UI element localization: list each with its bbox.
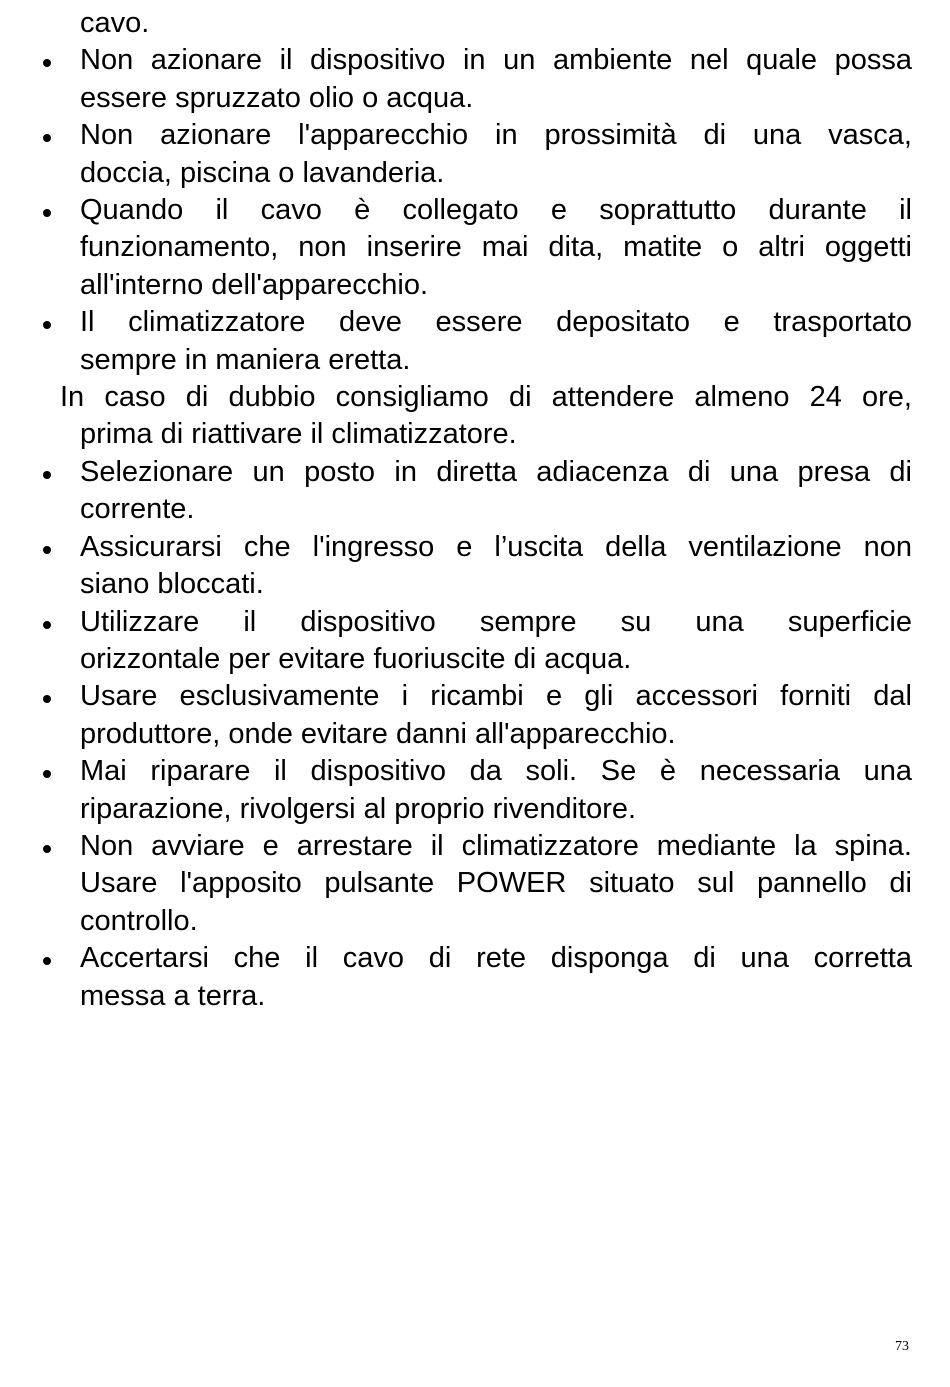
bullet-list-item [0,940,950,1015]
bullet-list-item [0,604,950,679]
bullet-icon [40,604,60,641]
text-line: Quando il cavo è collegato e soprattutto durante il [80,194,912,227]
text-line: Utilizzare il dispositivo sempre su una superficie [80,605,912,638]
bullet-icon [40,192,60,229]
text-line: sempre in maniera eretta. [80,343,411,376]
page-number: 73 [895,1339,909,1354]
text-line: Selezionare un posto in diretta adiacenza di una presa di [80,455,912,488]
bullet-icon [40,454,60,491]
bullet-list-item [0,454,950,529]
text-line: Accertarsi che il cavo di rete disponga di una corretta [80,942,912,975]
bullet-list-item [0,753,950,828]
text-line: messa a terra. [80,979,266,1012]
text-line: cavo. [80,7,150,39]
bullet-icon [40,678,60,715]
bullet-icon [40,753,60,790]
text-line: Non azionare il dispositivo in un ambiente nel quale possa [80,44,912,77]
bullet-list-item [0,42,950,117]
bullet-list-item [0,304,950,379]
bullet-list-item [0,529,950,604]
bullet-list-item [0,678,950,753]
text-line: all'interno dell'apparecchio. [80,268,429,301]
bullet-list-item [0,117,950,192]
text-line: Non avviare e arrestare il climatizzatore mediante la spina. [80,829,912,862]
text-line: riparazione, rivolgersi al proprio rivenditore. [80,792,637,825]
text-line: siano bloccati. [80,568,264,601]
text-line: corrente. [80,493,195,526]
bullet-list-item [0,828,950,940]
text-line: Usare esclusivamente i ricambi e gli accessori forniti dal [80,680,912,713]
bullet-list-item [0,192,950,304]
document-body [0,5,950,1015]
bullet-icon [40,117,60,154]
bullet-icon [40,940,60,977]
text-line: doccia, piscina o lavanderia. [80,156,445,189]
text-line: Non azionare l'apparecchio in prossimità di una vasca, [80,119,912,152]
bullet-icon [40,304,60,341]
text-line: essere spruzzato olio o acqua. [80,81,474,114]
text-line: Assicurarsi che l'ingresso e l’uscita della ventilazione non [80,530,912,563]
bullet-icon [40,42,60,79]
text-line: Mai riparare il dispositivo da soli. Se è necessaria una [80,755,912,788]
text-line: controllo. [80,904,198,937]
bullet-icon [40,828,60,865]
text-line: Usare l'apposito pulsante POWER situato sul pannello di [80,867,912,900]
paragraph [0,5,950,42]
text-line: produttore, onde evitare danni all'apparecchio. [80,717,676,750]
text-line: prima di riattivare il climatizzatore. [80,418,517,451]
text-line: orizzontale per evitare fuoriuscite di acqua. [80,642,632,675]
text-line: In caso di dubbio consigliamo di attendere almeno 24 ore, [60,381,912,414]
bullet-icon [40,529,60,566]
paragraph [0,379,950,454]
text-line: Il climatizzatore deve essere depositato e trasportato [80,306,912,339]
text-line: funzionamento, non inserire mai dita, matite o altri oggetti [80,231,912,264]
